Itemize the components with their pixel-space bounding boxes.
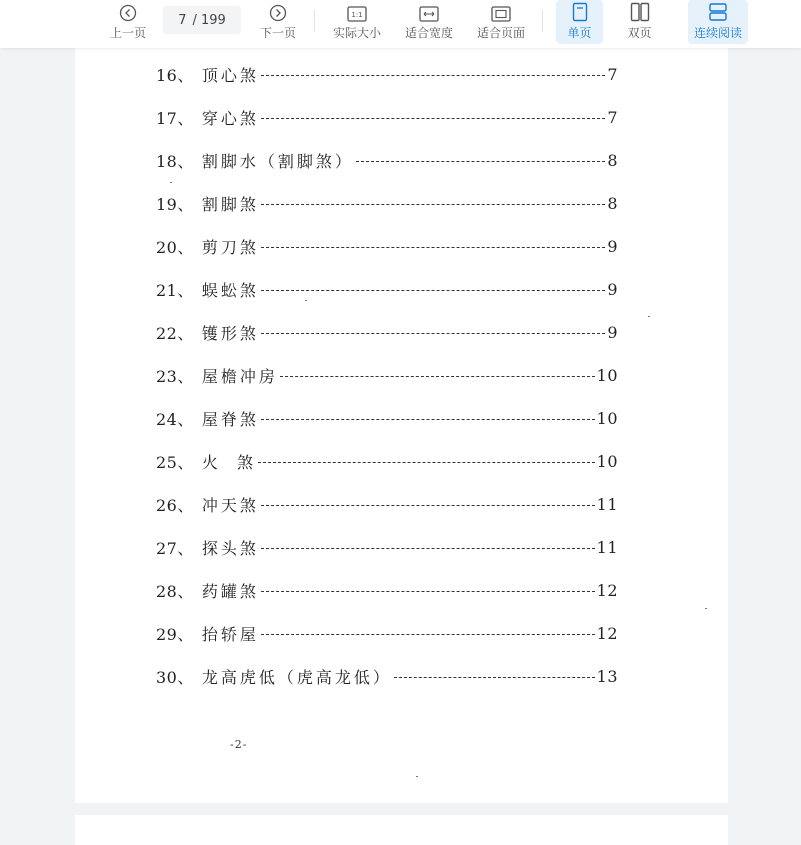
toc-entry[interactable] (156, 450, 618, 472)
toc-leader-dots (261, 118, 605, 119)
toc-leader-dots (261, 290, 605, 291)
toc-entry-number: 18、 (156, 151, 194, 171)
toc-entry-number: 28、 (156, 581, 194, 601)
toc-entry[interactable] (156, 579, 618, 601)
toc-entry-number: 21、 (156, 280, 194, 300)
toc-entry-title: 屋脊煞 (201, 409, 259, 429)
toolbar-divider (314, 10, 315, 32)
toc-leader-dots (261, 204, 605, 205)
scan-speck (416, 776, 418, 777)
reader-toolbar (0, 0, 801, 48)
toc-entry[interactable] (156, 536, 618, 558)
document-page (75, 0, 728, 803)
toc-entry-number: 23、 (156, 366, 194, 386)
prev-page-label: 上一页 (109, 26, 146, 40)
continuous-reading-label: 连续阅读 (693, 26, 742, 40)
actual-size-label: 实际大小 (332, 26, 381, 40)
toc-entry-number: 17、 (156, 108, 194, 128)
double-page-label: 双页 (627, 26, 652, 40)
toc-leader-dots (261, 505, 595, 506)
continuous-reading-button[interactable] (688, 0, 748, 44)
toc-entry-title: 顶心煞 (201, 65, 259, 85)
toc-leader-dots (261, 419, 595, 420)
toc-entry-page: 10 (596, 408, 618, 428)
toc-entry-page: 10 (596, 365, 618, 385)
toc-entry-number: 26、 (156, 495, 194, 515)
toc-entry-page: 9 (607, 322, 618, 342)
toc-leader-dots (261, 591, 595, 592)
toc-leader-dots (261, 333, 605, 334)
toc-entry-number: 29、 (156, 624, 194, 644)
toc-entry-page: 8 (607, 150, 618, 170)
double-page-button[interactable] (616, 0, 663, 44)
chevron-right-circle-icon (269, 0, 287, 22)
next-page-label: 下一页 (259, 26, 296, 40)
chevron-left-circle-icon (119, 0, 137, 22)
toc-leader-dots (258, 462, 595, 463)
toc-entry-page: 9 (607, 236, 618, 256)
toc-leader-dots (394, 677, 595, 678)
toc-entry[interactable] (156, 665, 618, 687)
toc-entry-title: 抬轿屋 (201, 624, 259, 644)
next-page-button[interactable] (256, 0, 300, 44)
toc-entry-page: 8 (607, 193, 618, 213)
prev-page-button[interactable] (106, 0, 150, 44)
next-document-page (75, 815, 728, 845)
toc-entry[interactable] (156, 192, 618, 214)
toc-entry-title: 镬形煞 (201, 323, 259, 343)
page-footer-number: -2- (230, 738, 248, 751)
svg-text:1:1: 1:1 (351, 11, 363, 19)
toc-entry-page: 12 (596, 623, 618, 643)
toc-leader-dots (261, 75, 605, 76)
toc-entry-number: 30、 (156, 667, 194, 687)
single-page-button[interactable] (556, 0, 603, 44)
toc-entry-number: 22、 (156, 323, 194, 343)
toc-entry[interactable] (156, 235, 618, 257)
toc-entry-number: 16、 (156, 65, 194, 85)
toc-entry-page: 10 (596, 451, 618, 471)
toc-entry-page: 13 (596, 666, 618, 686)
toc-leader-dots (261, 247, 605, 248)
toc-entry-page: 11 (596, 494, 618, 514)
toc-entry-page: 11 (596, 537, 618, 557)
double-page-icon (630, 0, 650, 22)
toc-entry[interactable] (156, 493, 618, 515)
fit-width-label: 适合宽度 (404, 26, 453, 40)
fit-page-icon (491, 0, 511, 22)
toc-entry-number: 20、 (156, 237, 194, 257)
actual-size-icon (347, 0, 367, 22)
toc-entry-page: 9 (607, 279, 618, 299)
toc-entry-title: 屋檐冲房 (201, 366, 278, 386)
toc-entry[interactable] (156, 407, 618, 429)
toc-entry-title: 割脚水（割脚煞） (201, 151, 354, 171)
toc-entry[interactable] (156, 63, 618, 85)
toc-leader-dots (356, 161, 605, 162)
toc-entry-title: 割脚煞 (201, 194, 259, 214)
toc-leader-dots (280, 376, 595, 377)
toc-entry[interactable] (156, 622, 618, 644)
toc-entry-title: 冲天煞 (201, 495, 259, 515)
toolbar-divider (542, 10, 543, 32)
toc-entry-title: 穿心煞 (201, 108, 259, 128)
actual-size-button[interactable] (330, 0, 384, 44)
toc-entry-number: 19、 (156, 194, 194, 214)
toc-entry[interactable] (156, 321, 618, 343)
toc-entry[interactable] (156, 106, 618, 128)
fit-page-button[interactable] (474, 0, 528, 44)
toc-entry-title: 龙高虎低（虎高龙低） (201, 667, 392, 687)
single-page-label: 单页 (567, 26, 592, 40)
total-pages: / 199 (192, 12, 226, 28)
scan-speck (170, 182, 172, 183)
toc-leader-dots (261, 548, 595, 549)
toc-entry-page: 7 (607, 64, 618, 84)
scan-speck (305, 300, 307, 301)
toc-entry-number: 27、 (156, 538, 194, 558)
toc-entry-title: 药罐煞 (201, 581, 259, 601)
toc-entry-number: 25、 (156, 452, 194, 472)
scan-speck (648, 316, 650, 317)
toc-entry-page: 12 (596, 580, 618, 600)
scan-speck (705, 608, 707, 609)
toc-entry-number: 24、 (156, 409, 194, 429)
toc-entry-title: 蜈蚣煞 (201, 280, 259, 300)
toc-entry-title: 探头煞 (201, 538, 259, 558)
fit-width-icon (419, 0, 439, 22)
fit-page-label: 适合页面 (476, 26, 525, 40)
toc-leader-dots (261, 634, 595, 635)
toc-entry-page: 7 (607, 107, 618, 127)
toc-entry[interactable] (156, 364, 618, 386)
toc-entry-title: 剪刀煞 (201, 237, 259, 257)
toc-entry[interactable] (156, 278, 618, 300)
page-number-input[interactable] (163, 6, 241, 34)
toc-entry-title: 火 煞 (201, 452, 257, 472)
current-page-number[interactable]: 7 (178, 12, 187, 28)
continuous-reading-icon (708, 0, 728, 22)
single-page-icon (572, 0, 588, 22)
fit-width-button[interactable] (402, 0, 456, 44)
toc-entry[interactable] (156, 149, 618, 171)
